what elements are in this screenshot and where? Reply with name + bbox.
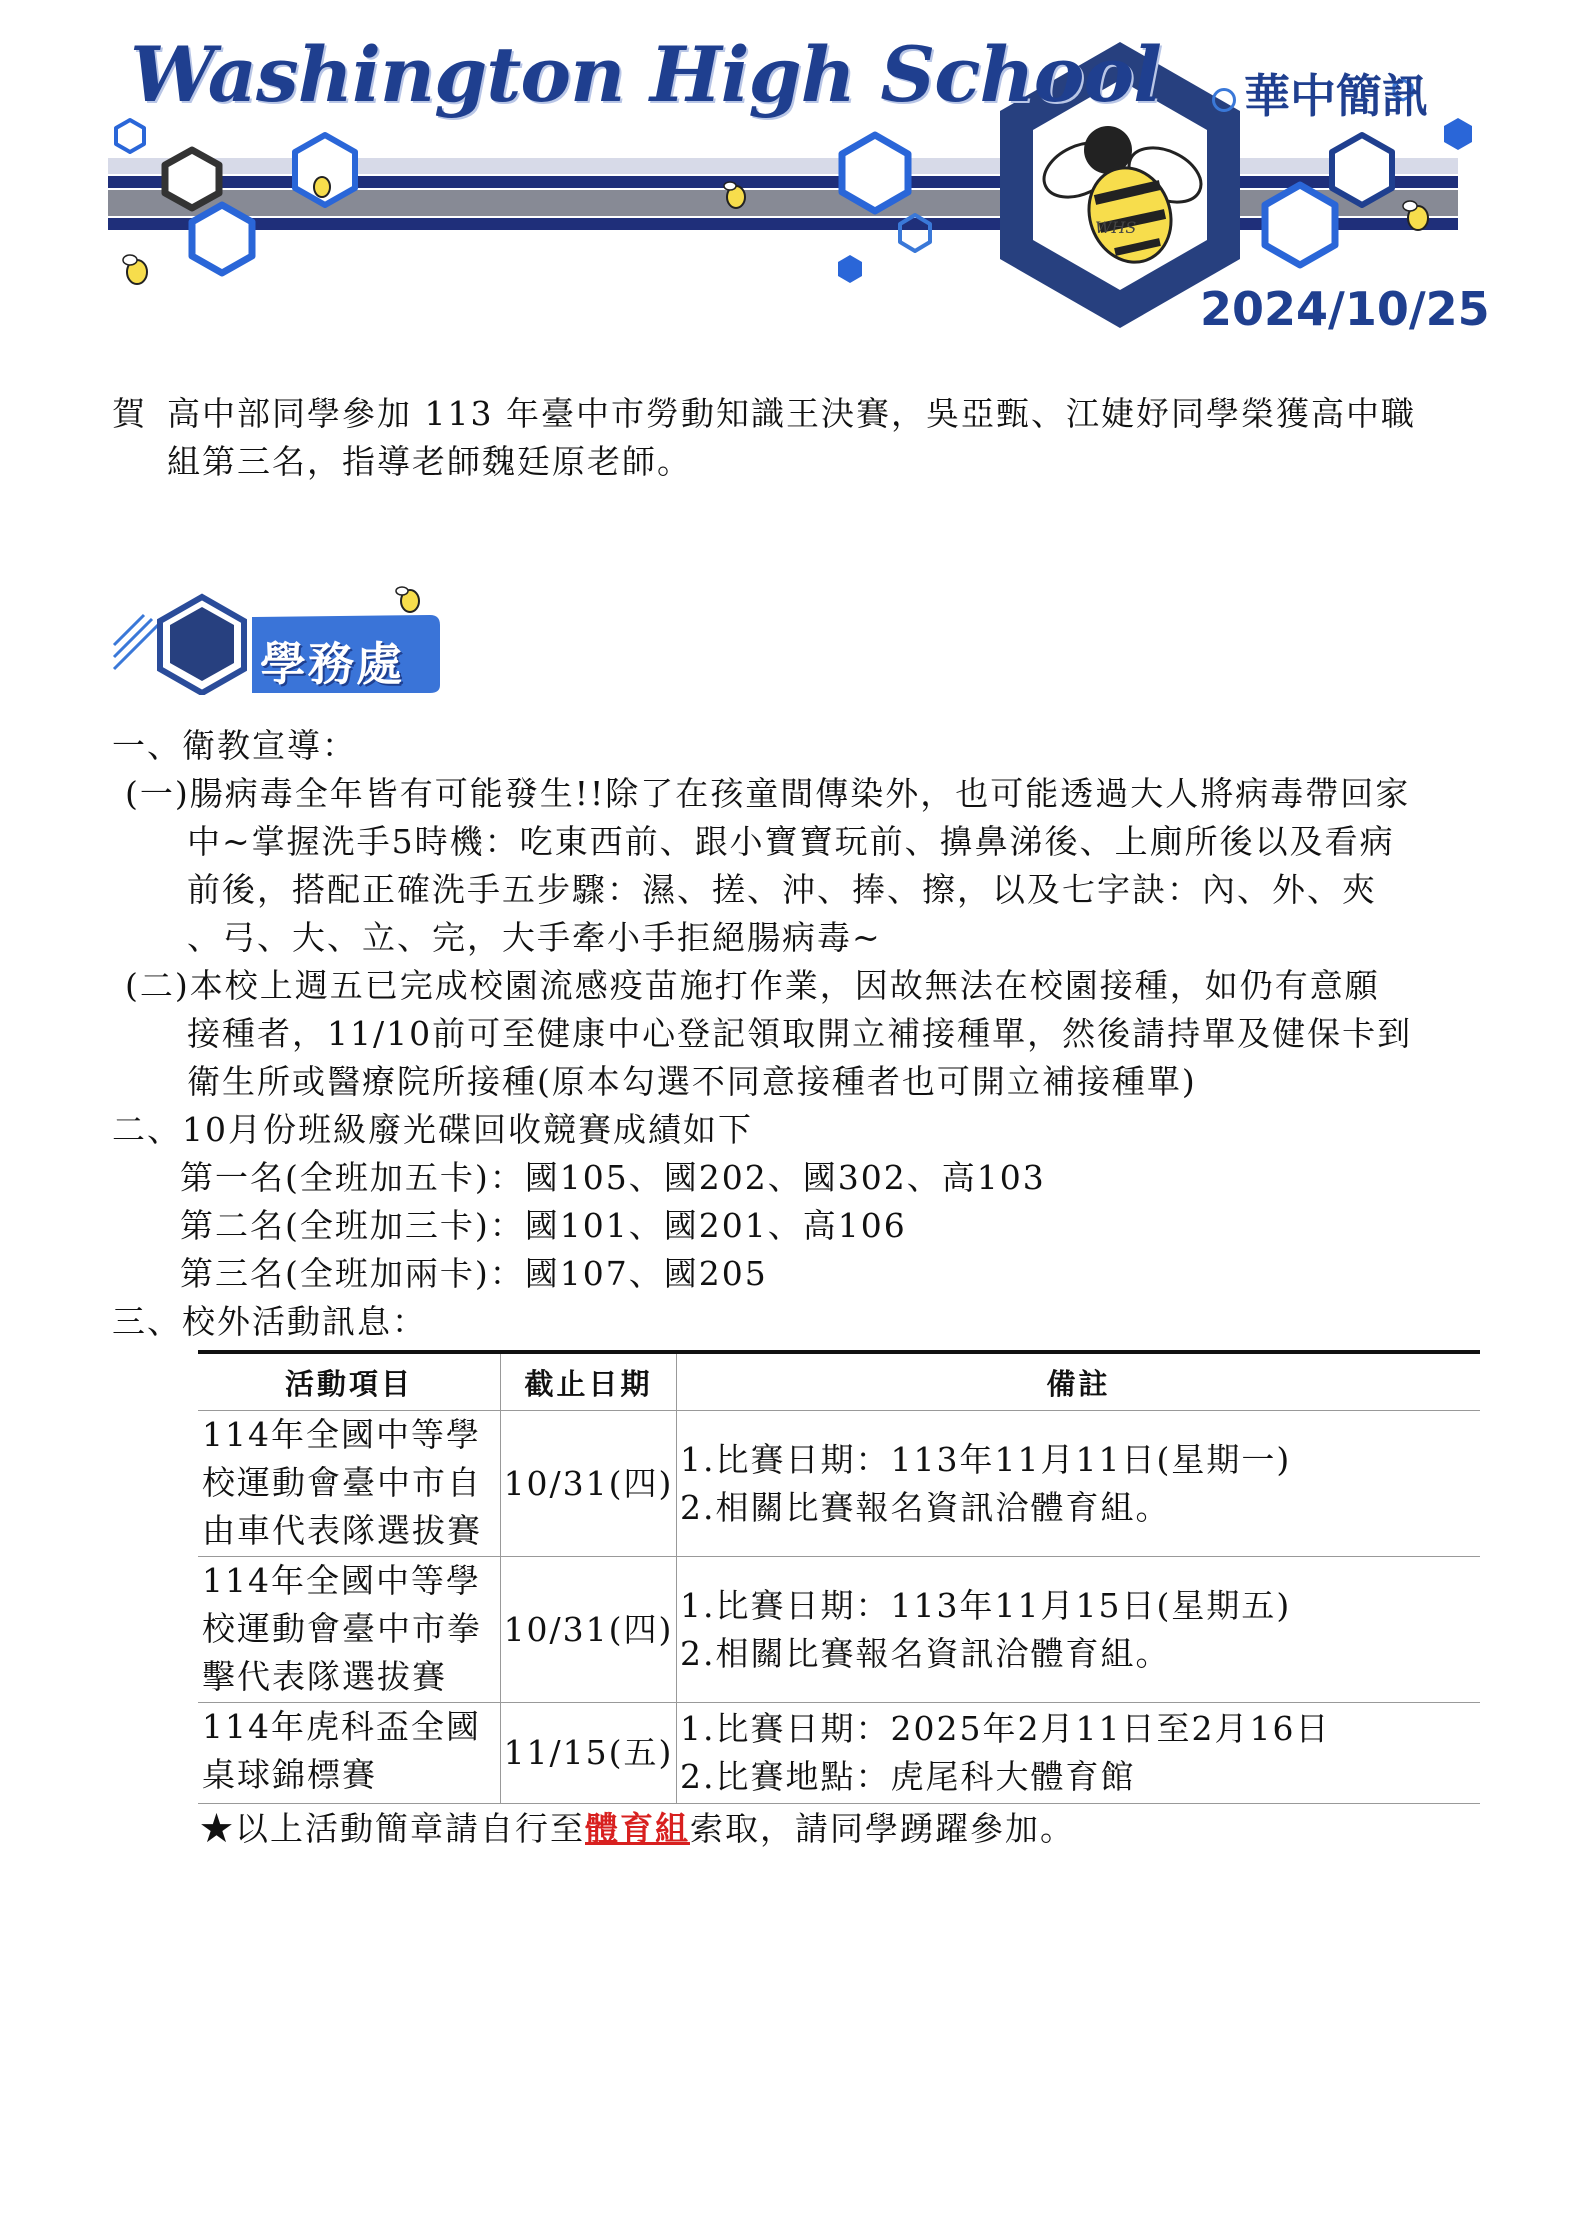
circle-icon [1212,88,1236,112]
footnote [200,1805,1075,1853]
newsletter-brand [1212,60,1428,126]
s1-item2-line1: (二)本校上週五已完成校園流感疫苗施打作業，因故無法在校園接種，如仍有意願 [125,966,1380,1005]
notes-cell [677,1703,1480,1803]
note-line: 2.比賽地點：虎尾科大體育館 [680,1757,1136,1796]
activity-name: 114年虎科盃全國桌球錦標賽 [202,1707,481,1794]
notes-cell [677,1411,1480,1556]
activity-table [198,1350,1480,1804]
congrats-text-1: 高中部同學參加 113 年臺中市勞動知識王決賽，吳亞甄、江婕妤同學榮獲高中職 [167,394,1416,433]
deadline: 10/31(四) [500,1411,677,1556]
table-row [198,1703,1480,1804]
rank-third: 第三名(全班加兩卡)：國107、國205 [180,1254,768,1293]
footnote-after: 索取，請同學踴躍參加。 [690,1809,1075,1848]
department-label: 學務處 [260,637,404,691]
deadline: 10/31(四) [500,1557,677,1702]
congrats-line-1 [112,390,1416,438]
activity-name: 114年全國中等學校運動會臺中市拳擊代表隊選拔賽 [202,1561,482,1696]
brand-text: 華中簡訊 [1244,69,1428,123]
school-name: Washington High School [130,30,1162,119]
s1-item2-line2: 接種者，11/10前可至健康中心登記領取開立補接種單，然後請持單及健保卡到 [187,1014,1413,1053]
congrats-text-2: 組第三名，指導老師魏廷原老師。 [167,442,692,481]
header-notes: 備註 [1046,1366,1111,1401]
footnote-highlight: 體育組 [585,1809,690,1848]
table-row [198,1411,1480,1557]
header-activity: 活動項目 [284,1366,413,1401]
rank-second: 第二名(全班加三卡)：國101、國201、高106 [180,1206,907,1245]
section-1-title: 一、衛教宣導： [112,726,357,765]
notes-cell [677,1557,1480,1702]
table-header-row [198,1350,1480,1411]
note-line: 1.比賽日期：113年11月15日(星期五) [680,1585,1292,1625]
issue-date: 2024/10/25 [1200,282,1490,336]
s1-item1-line4: 、弓、大、立、完，大手牽小手拒絕腸病毒~ [187,918,882,957]
s1-item1-line1: (一)腸病毒全年皆有可能發生!!除了在孩童間傳染外，也可能透過大人將病毒帶回家 [125,774,1411,813]
header-deadline: 截止日期 [500,1354,677,1410]
activity-name: 114年全國中等學校運動會臺中市自由車代表隊選拔賽 [202,1415,482,1550]
emblem-text: WHS [1095,218,1137,237]
note-line: 2.相關比賽報名資訊洽體育組。 [680,1633,1171,1673]
table-row [198,1557,1480,1703]
rank-first: 第一名(全班加五卡)：國105、國202、國302、高103 [180,1158,1046,1197]
footnote-before: ★以上活動簡章請自行至 [200,1809,585,1848]
note-line: 2.相關比賽報名資訊洽體育組。 [680,1487,1171,1527]
section-3-title: 三、校外活動訊息： [112,1302,427,1341]
s1-item1-line2: 中~掌握洗手5時機：吃東西前、跟小寶寶玩前、擤鼻涕後、上廁所後以及看病 [187,822,1395,861]
deadline: 11/15(五) [500,1703,677,1803]
s1-item1-line3: 前後，搭配正確洗手五步驟：濕、搓、沖、捧、擦，以及七字訣：內、外、夾 [187,870,1377,909]
note-line: 1.比賽日期：2025年2月11日至2月16日 [680,1709,1331,1748]
congrats-prefix: 賀 [112,394,147,433]
note-line: 1.比賽日期：113年11月11日(星期一) [680,1439,1292,1479]
s1-item2-line3: 衛生所或醫療院所接種(原本勾選不同意接種者也可開立補接種單) [187,1062,1197,1101]
section-2-title: 二、10月份班級廢光碟回收競賽成績如下 [112,1110,753,1149]
